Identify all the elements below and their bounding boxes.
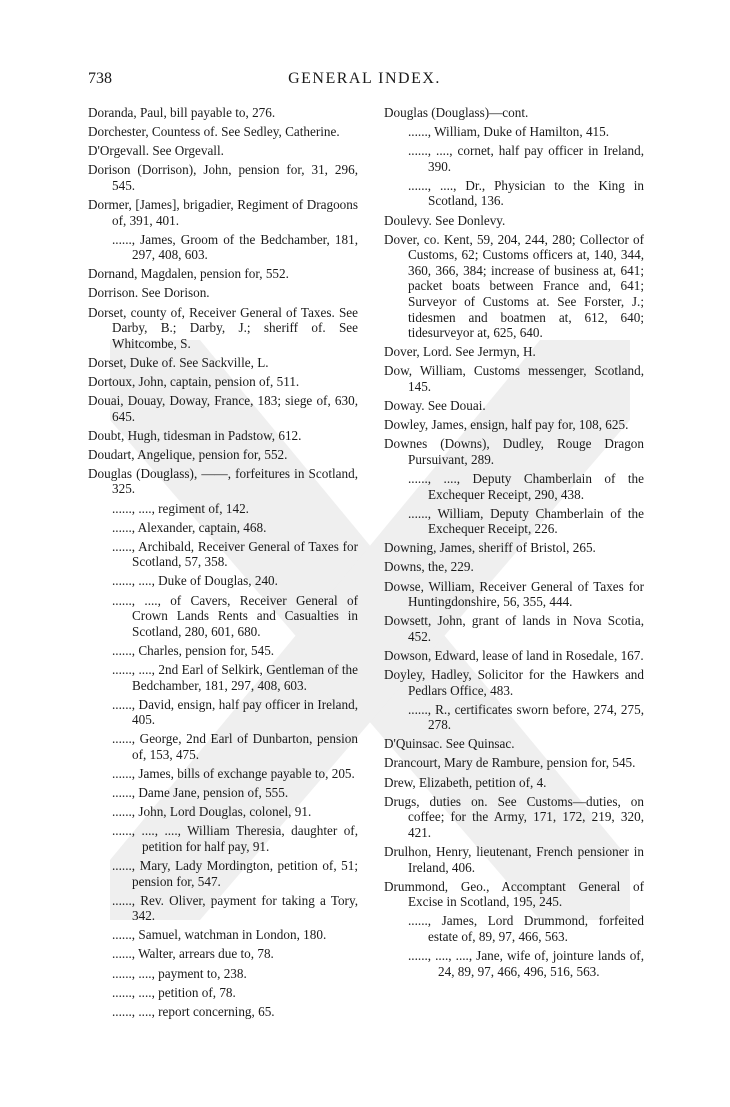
index-entry: Dow, William, Customs messenger, Scotland, 145. xyxy=(384,363,644,394)
index-entry: Douai, Douay, Doway, France, 183; siege of, 630, 645. xyxy=(88,393,358,424)
index-entry: ......, ...., ...., William Theresia, daughter of, petition for half pay, 91. xyxy=(112,823,358,854)
index-entry: Drew, Elizabeth, petition of, 4. xyxy=(384,774,547,790)
index-entry: ......, Rev. Oliver, payment for taking a Tory, 342. xyxy=(112,892,358,924)
index-entry: Dorison (Dorrison), John, pension for, 31, 296, 545. xyxy=(88,162,358,193)
index-entry: ......, Dame Jane, pension of, 555. xyxy=(112,785,289,801)
index-entry: ......, ...., report concerning, 65. xyxy=(112,1003,275,1019)
index-entry: ......, Samuel, watchman in London, 180. xyxy=(112,927,327,943)
index-entry: ......, William, Duke of Hamilton, 415. xyxy=(408,124,610,140)
index-entry: Dowsett, John, grant of lands in Nova Scotia, 452. xyxy=(384,613,644,644)
index-entry: Dorset, county of, Receiver General of Taxes. See Darby, B.; Darby, J.; sheriff of. See Whitcombe, S. xyxy=(88,304,358,351)
index-entry: ......, Charles, pension for, 545. xyxy=(112,642,275,658)
index-entry: Downing, James, sheriff of Bristol, 265. xyxy=(384,540,596,556)
index-entry: ......, James, Lord Drummond, forfeited estate of, 89, 97, 466, 563. xyxy=(408,913,644,944)
index-entry: Drugs, duties on. See Customs—duties, on coffee; for the Army, 171, 172, 219, 320, 421. xyxy=(384,793,644,840)
index-entry: Doudart, Angelique, pension for, 552. xyxy=(88,446,288,462)
index-entry: Dowson, Edward, lease of land in Rosedale, 167. xyxy=(384,647,644,663)
index-entry: Drulhon, Henry, lieutenant, French pensioner in Ireland, 406. xyxy=(384,843,644,875)
index-entry: Doulevy. See Donlevy. xyxy=(384,212,506,228)
index-column-right xyxy=(384,105,644,983)
index-entry: ......, Walter, arrears due to, 78. xyxy=(112,946,274,962)
index-entry: Doway. See Douai. xyxy=(384,398,486,414)
index-entry: Downs, the, 229. xyxy=(384,559,474,575)
index-entry: Drummond, Geo., Accomptant General of Excise in Scotland, 195, 245. xyxy=(384,878,644,910)
index-entry: Dormer, [James], brigadier, Regiment of Dragoons of, 391, 401. xyxy=(88,196,358,228)
index-entry: Dowley, James, ensign, half pay for, 108, 625. xyxy=(384,417,629,433)
index-entry: ......, James, bills of exchange payable to, 205. xyxy=(112,765,355,781)
index-entry: ......, ...., regiment of, 142. xyxy=(112,500,249,516)
index-entry: ......, James, Groom of the Bedchamber, 181, 297, 408, 603. xyxy=(112,231,358,263)
index-entry: Dorchester, Countess of. See Sedley, Catherine. xyxy=(88,124,340,140)
index-entry: D'Orgevall. See Orgevall. xyxy=(88,143,224,159)
index-entry: ......, David, ensign, half pay officer in Ireland, 405. xyxy=(112,696,358,728)
page-number: 738 xyxy=(88,70,112,87)
index-entry: Dover, Lord. See Jermyn, H. xyxy=(384,344,536,360)
index-entry: ......, John, Lord Douglas, colonel, 91. xyxy=(112,804,312,820)
index-entry: Dortoux, John, captain, pension of, 511. xyxy=(88,373,300,389)
index-entry: Drancourt, Mary de Rambure, pension for, 545. xyxy=(384,755,636,771)
index-column-left xyxy=(88,105,358,1023)
index-entry: Doranda, Paul, bill payable to, 276. xyxy=(88,105,276,120)
index-entry: ......, ...., of Cavers, Receiver General of Crown Lands Rents and Casualties in Scotland, 280, 601, 680. xyxy=(112,592,358,639)
index-entry: Dowse, William, Receiver General of Taxes for Huntingdonshire, 56, 355, 444. xyxy=(384,578,644,610)
index-entry: ......, ...., payment to, 238. xyxy=(112,965,247,981)
index-entry: ......, Archibald, Receiver General of Taxes for Scotland, 57, 358. xyxy=(112,538,358,570)
index-entry: ......, ...., Deputy Chamberlain of the Exchequer Receipt, 290, 438. xyxy=(408,470,644,502)
index-entry: Doubt, Hugh, tidesman in Padstow, 612. xyxy=(88,427,302,443)
index-entry: ......, ...., ...., Jane, wife of, jointure lands of, 24, 89, 97, 466, 496, 516, 563. xyxy=(408,948,644,979)
index-entry: ......, R., certificates sworn before, 274, 275, 278. xyxy=(408,701,644,733)
index-entry: Downes (Downs), Dudley, Rouge Dragon Pursuivant, 289. xyxy=(384,436,644,467)
index-entry: ......, ...., Duke of Douglas, 240. xyxy=(112,573,278,589)
index-entry: ......, George, 2nd Earl of Dunbarton, pension of, 153, 475. xyxy=(112,731,358,762)
index-entry: Dorrison. See Dorison. xyxy=(88,285,210,301)
index-entry: Douglas (Douglass), ——, forfeitures in Scotland, 325. xyxy=(88,465,358,497)
index-entry: D'Quinsac. See Quinsac. xyxy=(384,736,515,752)
page-title: GENERAL INDEX. xyxy=(288,70,441,87)
index-entry: Douglas (Douglass)—cont. xyxy=(384,105,529,120)
index-entry: ......, ...., Dr., Physician to the King in Scotland, 136. xyxy=(408,177,644,209)
index-entry: Dornand, Magdalen, pension for, 552. xyxy=(88,266,289,282)
index-entry: ......, ...., 2nd Earl of Selkirk, Gentleman of the Bedchamber, 181, 297, 408, 603. xyxy=(112,661,358,693)
index-entry: ......, ...., petition of, 78. xyxy=(112,984,236,1000)
index-entry: ......, Alexander, captain, 468. xyxy=(112,519,267,535)
index-entry: ......, William, Deputy Chamberlain of the Exchequer Receipt, 226. xyxy=(408,505,644,537)
index-entry: Dover, co. Kent, 59, 204, 244, 280; Collector of Customs, 62; Customs officers at, 140, 344, 360, 366, 384; increase of business at, 641; packet boats between France and, 641; Surveyor of Customs at. See Forster, J.; tidesmen and boatmen at, 612, 640; tidesurveyor at, 625, 640. xyxy=(384,231,644,341)
page-header xyxy=(88,70,641,94)
index-entry: ......, ...., cornet, half pay officer in Ireland, 390. xyxy=(408,143,644,174)
index-entry: Doyley, Hadley, Solicitor for the Hawkers and Pedlars Office, 483. xyxy=(384,667,644,698)
index-entry: Dorset, Duke of. See Sackville, L. xyxy=(88,354,269,370)
index-entry: ......, Mary, Lady Mordington, petition of, 51; pension for, 547. xyxy=(112,857,358,889)
